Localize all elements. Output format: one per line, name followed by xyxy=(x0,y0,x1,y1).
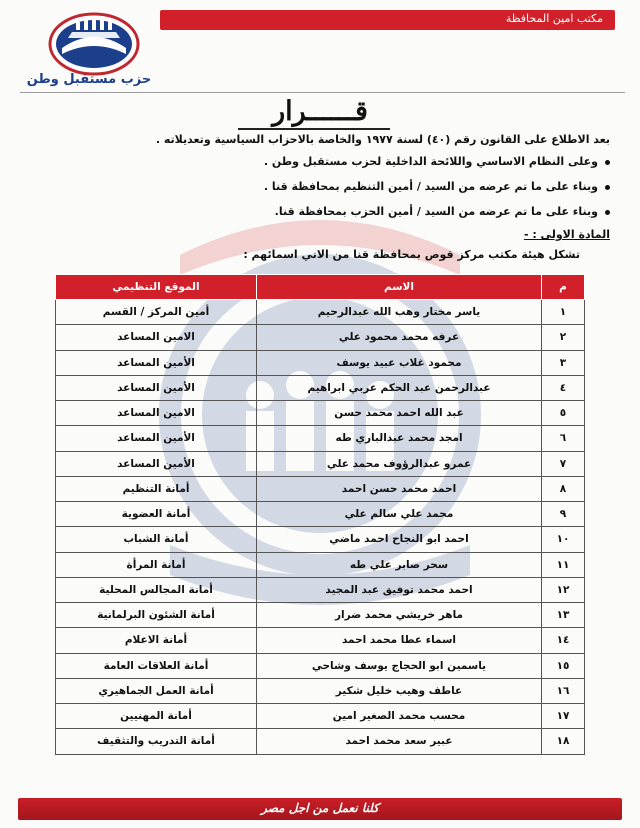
party-name: حزب مستقبل وطن xyxy=(26,72,152,87)
table-row xyxy=(56,577,585,602)
row-number: ١٨ xyxy=(542,729,585,754)
table-row xyxy=(56,325,585,350)
row-number: ٥ xyxy=(542,401,585,426)
row-number: ١٣ xyxy=(542,603,585,628)
member-role: أمانة التدريب والتثقيف xyxy=(56,729,257,754)
member-role: أمانة التنظيم xyxy=(56,476,257,501)
row-number: ٨ xyxy=(542,476,585,501)
member-name: عبير سعد محمد احمد xyxy=(257,729,542,754)
member-role: أمانة العمل الجماهيري xyxy=(56,678,257,703)
member-role: الامين المساعد xyxy=(56,401,257,426)
member-role: أمانة المجالس المحلية xyxy=(56,577,257,602)
table-row xyxy=(56,350,585,375)
footer-bar xyxy=(18,798,622,820)
header-role: الموقع التنظيمي xyxy=(56,275,257,300)
table-row xyxy=(56,426,585,451)
member-role: الأمين المساعد xyxy=(56,426,257,451)
member-role: أمانة الشباب xyxy=(56,527,257,552)
member-role: الامين المساعد xyxy=(56,325,257,350)
member-role: الأمين المساعد xyxy=(56,375,257,400)
table-row xyxy=(56,552,585,577)
row-number: ١ xyxy=(542,300,585,325)
row-number: ١٦ xyxy=(542,678,585,703)
top-divider xyxy=(20,92,625,93)
member-role: أمانة الاعلام xyxy=(56,628,257,653)
row-number: ١١ xyxy=(542,552,585,577)
table-row xyxy=(56,375,585,400)
row-number: ١٠ xyxy=(542,527,585,552)
member-name: ياسمين ابو الحجاج يوسف وشاحي xyxy=(257,653,542,678)
member-role: أمين المركز / القسم xyxy=(56,300,257,325)
table-row xyxy=(56,603,585,628)
member-name: احمد محمد توفيق عبد المجيد xyxy=(257,577,542,602)
table-row xyxy=(56,729,585,754)
table-row xyxy=(56,628,585,653)
member-name: عبد الله احمد محمد حسن xyxy=(257,401,542,426)
member-name: محمد علي سالم علي xyxy=(257,502,542,527)
table-row xyxy=(56,678,585,703)
table-header-row xyxy=(56,275,585,300)
row-number: ١٧ xyxy=(542,704,585,729)
member-name: عرفه محمد محمود علي xyxy=(257,325,542,350)
row-number: ١٥ xyxy=(542,653,585,678)
member-role: أمانة العلاقات العامة xyxy=(56,653,257,678)
member-role: أمانة الشئون البرلمانية xyxy=(56,603,257,628)
row-number: ١٢ xyxy=(542,577,585,602)
member-role: الأمين المساعد xyxy=(56,451,257,476)
member-name: احمد محمد حسن احمد xyxy=(257,476,542,501)
row-number: ٢ xyxy=(542,325,585,350)
footer-slogan: كلنا نعمل من اجل مصر xyxy=(261,801,379,815)
preamble-intro: بعد الاطلاع على القانون رقم (٤٠) لسنة ١٩٧٧ والخاصة بالاحزاب السياسية وتعديلاته . xyxy=(155,133,610,146)
member-name: امجد محمد عبدالباري طه xyxy=(257,426,542,451)
row-number: ٩ xyxy=(542,502,585,527)
member-name: اسماء عطا محمد احمد xyxy=(257,628,542,653)
member-role: أمانة العضوية xyxy=(56,502,257,527)
preamble-item: وبناء على ما تم عرضه من السيد / أمين الحزب بمحافظة قنا. xyxy=(38,205,598,218)
table-row xyxy=(56,300,585,325)
row-number: ٣ xyxy=(542,350,585,375)
header-num: م xyxy=(542,275,585,300)
row-number: ٤ xyxy=(542,375,585,400)
member-name: سحر صابر علي طه xyxy=(257,552,542,577)
member-name: عمرو عبدالرؤوف محمد علي xyxy=(257,451,542,476)
members-table xyxy=(55,274,585,755)
decision-title: قــــــرار xyxy=(272,96,368,127)
formation-statement: تشكل هيئة مكتب مركز قوص بمحافظة قنا من الاتي اسمائهم : xyxy=(243,248,580,261)
header-name: الاسم xyxy=(257,275,542,300)
table-row xyxy=(56,476,585,501)
table-row xyxy=(56,527,585,552)
row-number: ١٤ xyxy=(542,628,585,653)
office-title: مكتب امين المحافظة xyxy=(505,12,603,25)
member-name: محسب محمد الصغير امين xyxy=(257,704,542,729)
header-bar xyxy=(160,10,615,30)
title-underline xyxy=(238,128,390,130)
table-row xyxy=(56,502,585,527)
member-role: أمانة المرأة xyxy=(56,552,257,577)
member-name: عبدالرحمن عبد الحكم عربي ابراهيم xyxy=(257,375,542,400)
article-heading: المادة الاولى : - xyxy=(523,228,610,241)
preamble-item: وعلى النظام الاساسي واللائحة الداخلية لحزب مستقبل وطن . xyxy=(38,155,598,168)
table-row xyxy=(56,653,585,678)
row-number: ٦ xyxy=(542,426,585,451)
member-name: احمد ابو النجاح احمد ماضي xyxy=(257,527,542,552)
member-role: أمانة المهنيين xyxy=(56,704,257,729)
table-row xyxy=(56,451,585,476)
table-row xyxy=(56,401,585,426)
member-role: الأمين المساعد xyxy=(56,350,257,375)
row-number: ٧ xyxy=(542,451,585,476)
preamble-item: وبناء على ما تم عرضه من السيد / أمين التنظيم بمحافظة قنا . xyxy=(38,180,598,193)
member-name: عاطف وهيب خليل شكير xyxy=(257,678,542,703)
member-name: محمود غلاب عبيد يوسف xyxy=(257,350,542,375)
member-name: ماهر خريشي محمد ضرار xyxy=(257,603,542,628)
member-name: ياسر مختار وهب الله عبدالرحيم xyxy=(257,300,542,325)
table-row xyxy=(56,704,585,729)
